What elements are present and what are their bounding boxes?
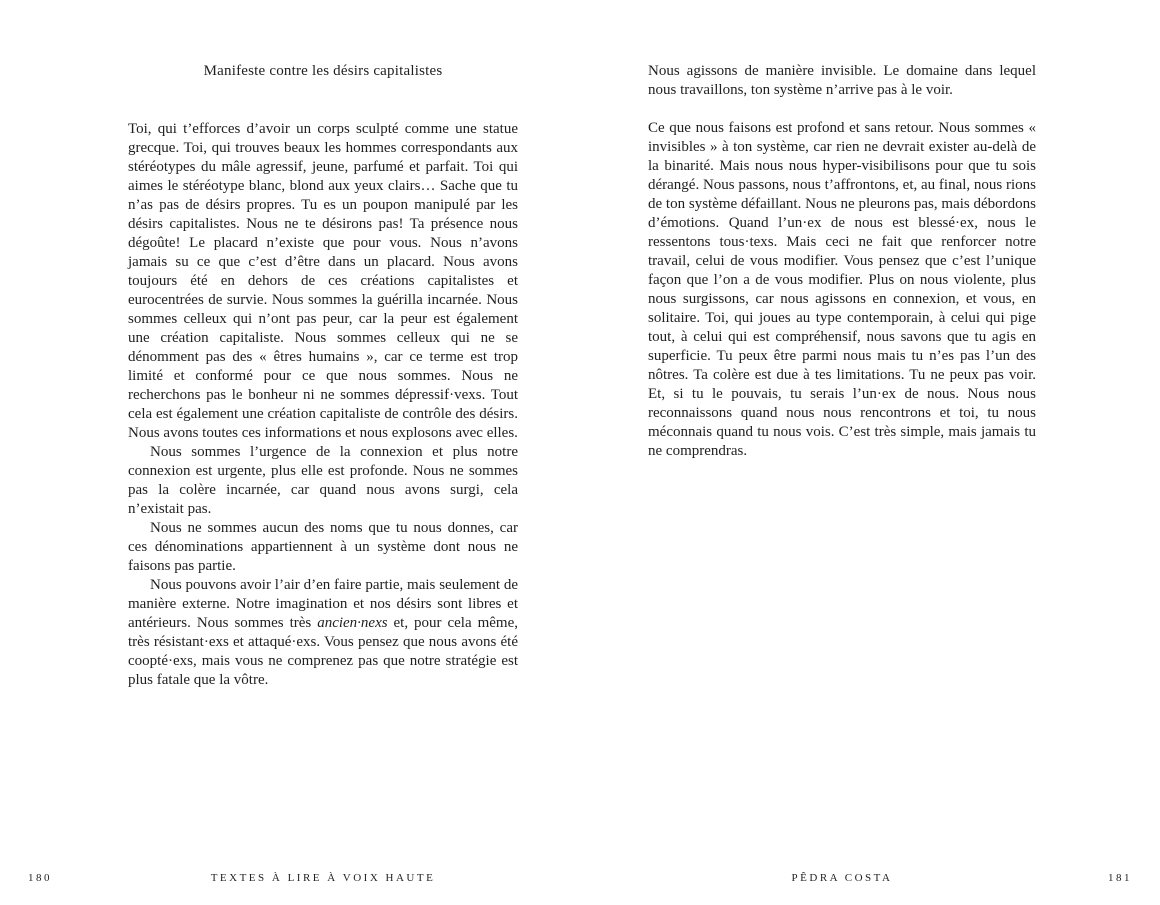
left-paragraph-4-after: et, pour cela même, très résistant·exs et attaqué·exs. Vous pensez que nous avons été coopté·exs, mais vous ne comprenez pas que notre stratégie est plus fatale que la vôtre.: [128, 615, 518, 688]
left-paragraph-4-before: Nous pouvons avoir l’air d’en faire partie, mais seulement de manière externe. Notre imagination et nos désirs sont libres et antérieurs. Nous sommes très: [128, 577, 518, 631]
left-paragraph-2: Nous sommes l’urgence de la connexion et plus notre connexion est urgente, plus elle est profonde. Nous ne sommes pas la colère incarnée, car quand nous avons surgi, cela n’existait pas.: [128, 444, 518, 517]
running-title-left: TEXTES À LIRE À VOIX HAUTE: [210, 872, 436, 884]
left-paragraph-1: Toi, qui t’efforces d’avoir un corps sculpté comme une statue grecque. Toi, qui trouves beaux les hommes correspondants aux stéréotypes du mâle agressif, jeune, parfumé et parfait. Toi qui aimes le stéréotype blanc, blond aux yeux clairs… Sache que tu n’as pas de désirs propres. Tu es un poupon manipulé par les désirs capitalistes. Nous ne te désirons pas! Ta présence nous dégoûte! Le placard n’existe que pour vous. Nous n’avons jamais su ce que c’est d’être dans un placard. Nous avons toujours été en dehors de ces créations capitalistes et eurocentrées de survie. Nous sommes la guérilla incarnée. Nous sommes celleux qui n’ont pas peur, car la peur est également une création capitaliste. Nous sommes celleux qui ne se dénomment pas des « êtres humains », car ce terme est trop limité et conformé pour ce que nous sommes. Nous ne recherchons pas le bonheur ni ne sommes dépressif·vexs. Tout cela est également une création capitaliste de contrôle des désirs. Nous avons toutes ces informations et nous explosons avec elles.: [128, 121, 518, 441]
right-page-column: [648, 62, 1036, 461]
running-title-right: PÊDRA COSTA: [791, 872, 893, 884]
page-number-right: 181: [1108, 872, 1132, 884]
left-paragraph-4: [128, 576, 518, 690]
manifesto-title: Manifeste contre les désirs capitalistes: [203, 63, 443, 79]
page-number-left: 180: [28, 872, 52, 884]
left-paragraph-3: Nous ne sommes aucun des noms que tu nous donnes, car ces dénominations appartiennent à un système dont nous ne faisons pas partie.: [128, 520, 518, 574]
right-paragraph-1: Nous agissons de manière invisible. Le domaine dans lequel nous travaillons, ton système n’arrive pas à le voir.: [648, 63, 1036, 98]
left-page-column: [128, 62, 518, 690]
right-paragraph-2: Ce que nous faisons est profond et sans retour. Nous sommes « invisibles » à ton système, car rien ne devrait exister au-delà de la binarité. Mais nous nous hyper-visibilisons pour que tu sois dérangé. Nous passons, nous t’affrontons, et, au final, nous rions de ton système défaillant. Nous ne pleurons pas, mais débordons d’émotions. Quand l’un·ex de nous est blessé·ex, nous le ressentons tous·texs. Mais ceci ne fait que renforcer notre travail, celui de vous modifier. Vous pensez que c’est l’unique façon que l’on a de vous modifier. Plus on nous violente, plus nous surgissons, car nous agissons en connexion, et vous, en solitaire. Toi, qui joues au type contemporain, à celui qui pige tout, à celui qui est compréhensif, nous savons que tu agis en superficie. Tu peux être parmi nous mais tu n’es pas l’un des nôtres. Ta colère est due à tes limitations. Tu ne peux pas voir. Et, si tu le pouvais, tu serais l’un·ex de nous. Nous nous reconnaissons quand nous nous rencontrons et toi, tu nous méconnais quand tu nous vois. C’est très simple, mais jamais tu ne comprendras.: [648, 120, 1036, 459]
left-paragraph-4-italic: ancien·nexs: [317, 615, 388, 631]
